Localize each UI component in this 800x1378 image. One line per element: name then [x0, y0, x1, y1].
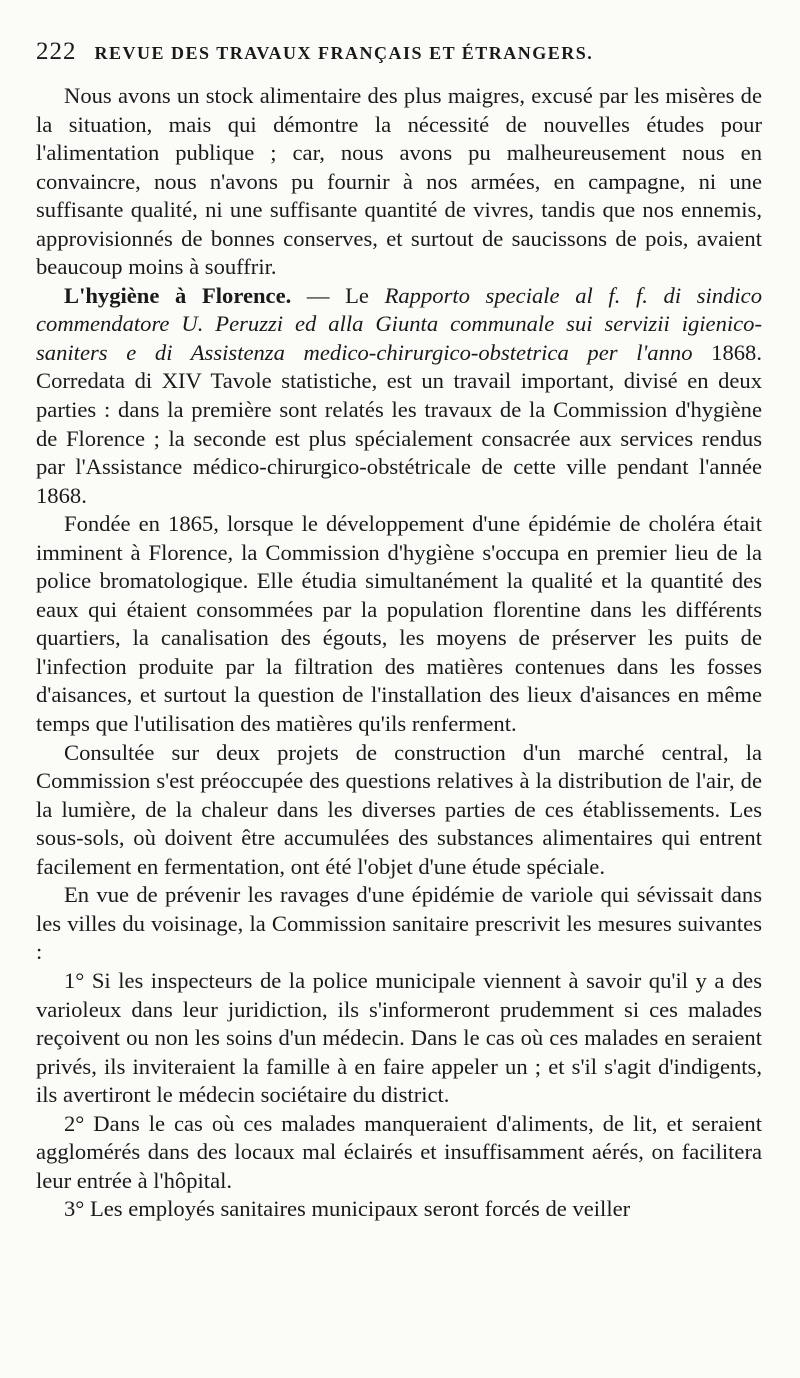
- page-header: [36, 38, 762, 82]
- running-title: REVUE DES TRAVAUX FRANÇAIS ET ÉTRANGERS.: [94, 43, 594, 63]
- page-number: 222: [36, 38, 77, 65]
- report-title-italic: Rapporto speciale al f. f. di sindico commendatore U. Peruzzi ed alla Giunta communale sui servizii igienico-saniters e di Assistenza medico-chirurgico-obstetrica per l'anno: [36, 282, 762, 365]
- list-item-3: 3° Les employés sanitaires municipaux seront forcés de veiller: [64, 1196, 631, 1222]
- paragraph-variole: En vue de prévenir les ravages d'une épidémie de variole qui sévissait dans les villes du voisinage, la Commission sanitaire prescrivit les mesures suivantes :: [36, 882, 762, 965]
- section-title: L'hygiène à Florence.: [64, 282, 292, 308]
- paragraph-stock-alimentaire: Nous avons un stock alimentaire des plus maigres, excusé par les misères de la situation, mais qui démontre la nécessité de nouvelles études pour l'alimentation publique ; car, nous avons pu malheureusement nous en convaincre, nous n'avons pu fournir à nos armées, en campagne, ni une suffisante qualité, ni une suffisante quantité de vivres, tandis que nos ennemis, approvisionnés de bonnes conserves, et surtout de saucissons de pois, avaient beaucoup moins à souffrir.: [36, 83, 762, 280]
- title-dash: — Le: [291, 282, 385, 308]
- paragraph-marche-central: Consultée sur deux projets de construction d'un marché central, la Commission s'est préoccupée des questions relatives à la distribution de l'air, de la lumière, de la chaleur dans les diverses parties de ces établissements. Les sous-sols, où doivent être accumulées des substances alimentaires qui entrent facilement en fermentation, ont été l'objet d'une étude spéciale.: [36, 739, 762, 879]
- paragraph-hygiene-florence: [36, 282, 762, 510]
- list-item-2: 2° Dans le cas où ces malades manqueraient d'aliments, de lit, et seraient agglomérés dans des locaux mal éclairés et insuffisamment aérés, on facilitera leur entrée à l'hôpital.: [36, 1110, 762, 1193]
- list-item-1: 1° Si les inspecteurs de la police municipale viennent à savoir qu'il y a des varioleux dans leur juridiction, ils s'informeront prudemment si ces malades reçoivent ou non les soins d'un médecin. Dans le cas où ces malades en seraient privés, ils inviteraient la famille à en faire appeler un ; et s'il s'agit d'indigents, ils avertiront le médecin sociétaire du district.: [36, 967, 762, 1108]
- paragraph-hygiene-rest: 1868. Corredata di XIV Tavole statistiche, est un travail important, divisé en deux parties : dans la première sont relatés les travaux de la Commission d'hygiène de Florence ; la seconde est plus spécialement consacrée aux services rendus par l'Assistance médico-chirurgico-obstétricale de cette ville pendant l'année 1868.: [36, 339, 762, 508]
- paragraph-fondation: Fondée en 1865, lorsque le développement d'une épidémie de choléra était imminent à Florence, la Commission d'hygiène s'occupa en premier lieu de la police bromatologique. Elle étudia simultanément la qualité et la quantité des eaux qui étaient consommées par la population florentine dans les différents quartiers, la canalisation des égouts, les moyens de préserver les puits de l'infection produite par la filtration des matières contenues dans les fosses d'aisances, et surtout la question de l'installation des lieux d'aisances en même temps que l'utilisation des matières qu'ils renferment.: [36, 511, 762, 737]
